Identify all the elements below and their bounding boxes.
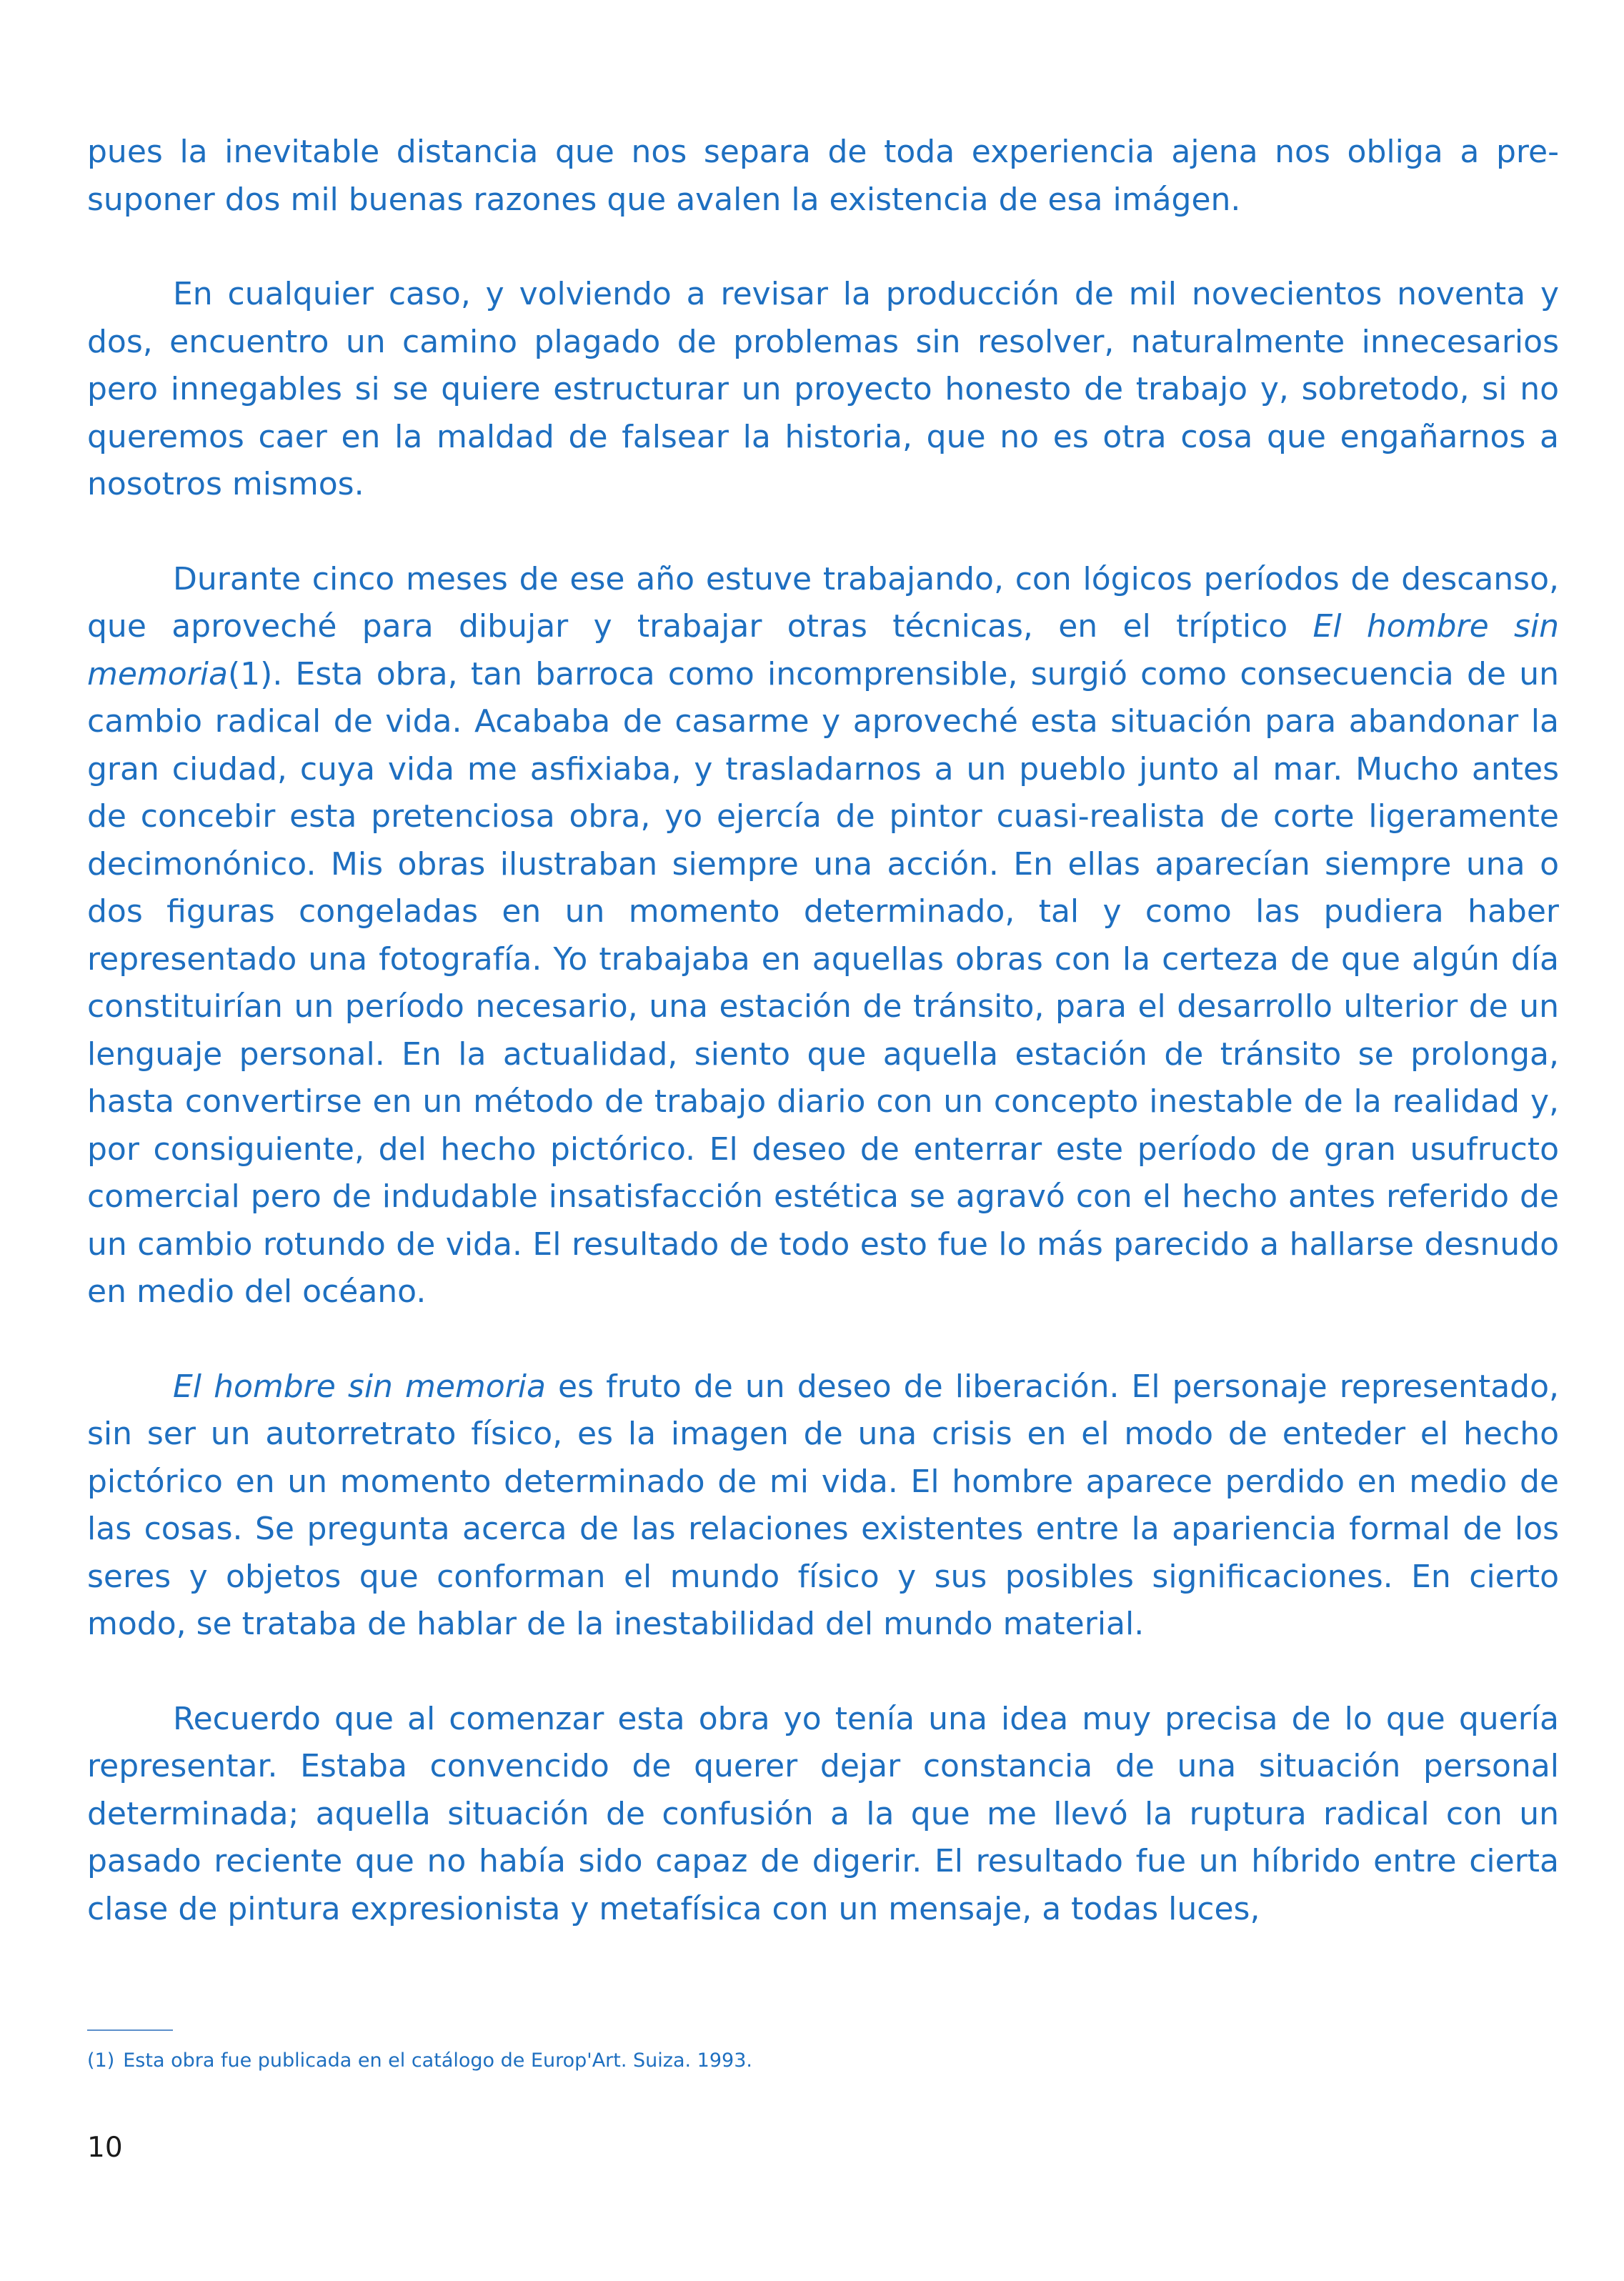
footnote-marker: (1) (87, 2049, 115, 2072)
paragraph-4-rest: es fruto de un deseo de liberación. El personaje representado, sin ser un autorretrato físico, es la imagen de una crisis en el modo de enteder el hecho pictórico en un momento determinado de mi vida. El hombre aparece perdido en medio de las cosas. Se pregunta acerca de las relaciones existentes entre la apariencia formal de los seres y objetos que conforman el mundo físico y sus posibles significaciones. En cierto modo, se trataba de hablar de la inestabilidad del mundo material. (87, 1368, 1559, 1642)
page-number: 10 (87, 2132, 123, 2164)
artwork-title: El hombre sin memoria (173, 1368, 546, 1405)
paragraph-4 (87, 1363, 1559, 1649)
paragraph-3 (87, 556, 1559, 1316)
paragraph-1: pues la inevitable distancia que nos separa de toda experiencia ajena nos obliga a presuponer dos mil buenas razones que avalen la existencia de esa imágen. (87, 134, 1559, 218)
artwork-title: El hombre sin memoria (87, 608, 1559, 692)
paragraph-5: Recuerdo que al comenzar esta obra yo tenía una idea muy precisa de lo que quería representar. Estaba convencido de querer dejar constancia de una situación personal determinada; aquella situación de confusión a la que me llevó la ruptura radical con un pasado reciente que no había sido capaz de digerir. El resultado fue un híbrido entre cierta clase de pintura expresionista y metafísica con un mensaje, a todas luces, (87, 1700, 1559, 1927)
paragraph-3-rest: (1). Esta obra, tan barroca como incomprensible, surgió como consecuencia de un cambio radical de vida. Acababa de casarme y aproveché esta situación para abandonar la gran ciudad, cuya vida me asfixiaba, y trasladarnos a un pueblo junto al mar. Mucho antes de concebir esta pretenciosa obra, yo ejercía de pintor cuasi-realista de corte ligeramente decimonónico. Mis obras ilustraban siempre una acción. En ellas aparecían siempre una o dos figuras congeladas en un momento determinado, tal y como las pudiera haber representado una fotografía. Yo trabajaba en aquellas obras con la certeza de que algún día constituirían un período necesario, una estación de tránsito, para el desarrollo ulterior de un lenguaje personal. En la actualidad, siento que aquella estación de tránsito se prolonga, hasta convertirse en un método de trabajo diario con un concepto inestable de la realidad y, por consiguiente, del hecho pictórico. El deseo de enterrar este período de gran usufructo comercial pero de indudable insatisfacción estética se agravó con el hecho antes referido de un cambio rotundo de vida. El resultado de todo esto fue lo más parecido a hallarse desnudo en medio del océano. (87, 655, 1559, 1310)
footnote-text: Esta obra fue publicada en el catálogo de Europ'Art. Suiza. 1993. (123, 2049, 752, 2072)
paragraph-3-intro: Durante cinco meses de ese año estuve trabajando, con lógicos períodos de descanso, que aproveché para dibujar y trabajar otras técnicas, en el tríptico (87, 560, 1559, 645)
body-text (87, 129, 1559, 1980)
paragraph-2: En cualquier caso, y volviendo a revisar la producción de mil novecientos noventa y dos, encuentro un camino plagado de problemas sin resolver, naturalmente innecesarios pero innegables si se quiere estructurar un proyecto honesto de trabajo y, sobretodo, si no queremos caer en la maldad de falsear la historia, que no es otra cosa que engañarnos a nosotros mismos. (87, 276, 1559, 502)
footnote (87, 2048, 1087, 2074)
footnote-divider (87, 2029, 173, 2031)
